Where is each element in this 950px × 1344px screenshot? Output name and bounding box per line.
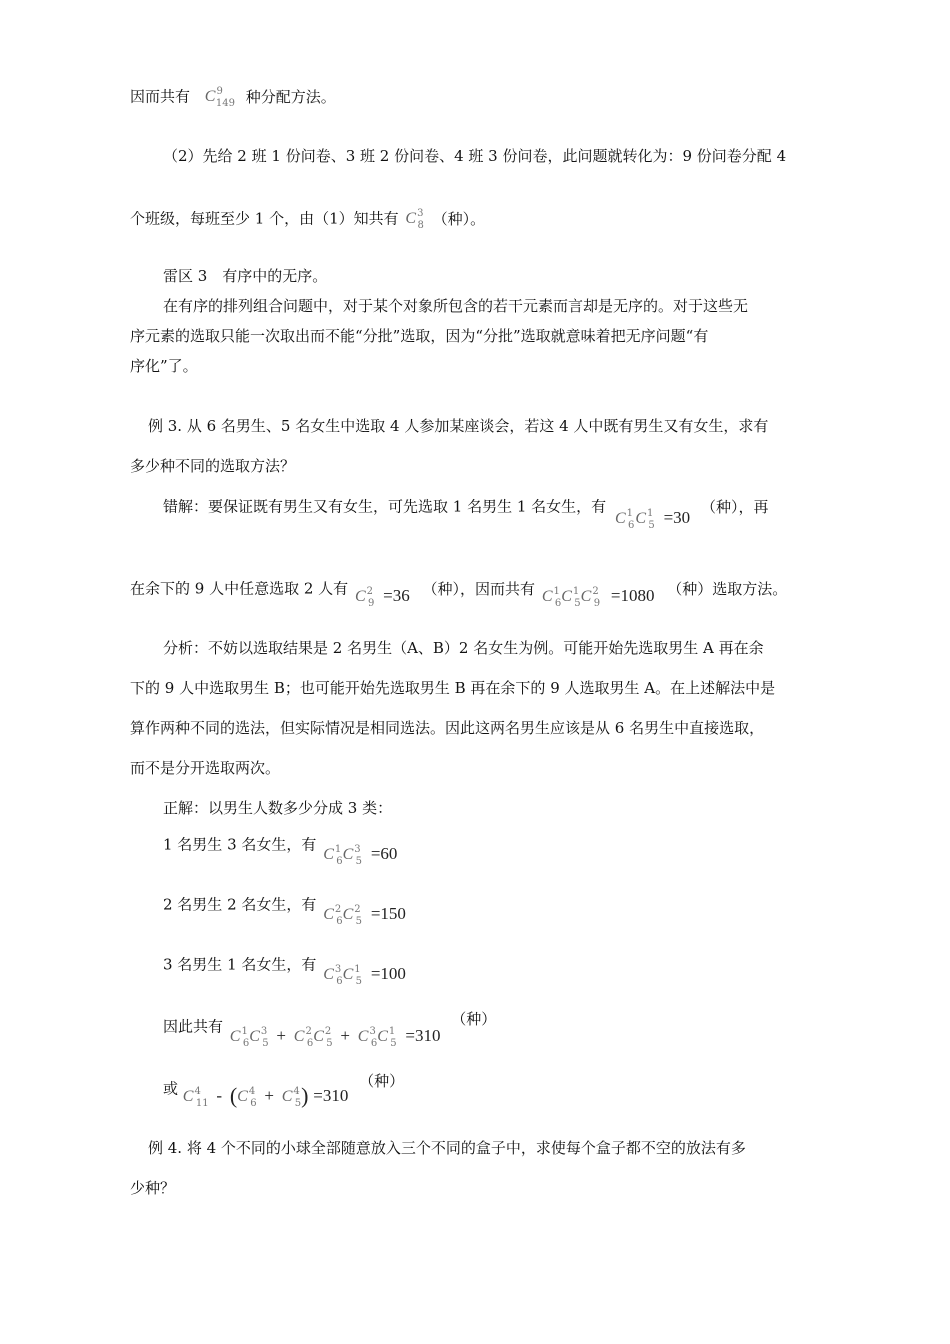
superscript: 3 <box>260 1026 268 1037</box>
right-paren: ) <box>301 1083 309 1108</box>
example-3-line <box>130 456 295 476</box>
formula-c6-2-c5-2 <box>323 904 406 927</box>
formula-c6-1-c5-3 <box>323 844 397 867</box>
formula-c6-3-c5-1 <box>323 964 406 987</box>
subscript: 5 <box>326 1038 333 1049</box>
superscript: 1 <box>647 508 654 519</box>
text: 因而共有 <box>130 87 191 106</box>
superscript: 2 <box>366 586 373 597</box>
subscript: 6 <box>628 520 635 531</box>
equals-value: =36 <box>383 586 410 605</box>
equals-value: =150 <box>370 904 406 923</box>
left-paren: ( <box>229 1083 238 1108</box>
formula-symbol: C <box>323 966 334 983</box>
example-3-title <box>148 416 768 436</box>
text: 因此共有 <box>163 1017 224 1036</box>
superscript: 4 <box>293 1086 300 1097</box>
text: （种） <box>359 1071 405 1090</box>
superscript: 1 <box>553 586 560 597</box>
text: （2）先给 2 班 1 份问卷、3 班 2 份问卷、4 班 3 份问卷，此问题就转化为：9 份问卷分配 4 <box>163 147 787 165</box>
formula-symbol: C <box>580 588 592 605</box>
formula-symbol: C <box>342 966 354 983</box>
formula-symbol: C <box>249 1028 260 1045</box>
formula-symbol: C <box>614 510 626 527</box>
minus-sign: - <box>216 1086 223 1105</box>
subscript: 9 <box>593 598 601 609</box>
paragraph-line <box>130 356 198 376</box>
equals-value: =310 <box>405 1026 441 1045</box>
subscript: 5 <box>390 1038 397 1049</box>
formula-c9-2 <box>355 586 410 609</box>
equals-value: =60 <box>370 844 398 863</box>
superscript: 2 <box>354 904 361 915</box>
text: 2 名男生 2 名女生，有 <box>163 895 317 914</box>
example-4-title <box>148 1138 746 1158</box>
formula-symbol: C <box>561 588 572 605</box>
formula-c-149-9 <box>205 86 235 109</box>
superscript: 2 <box>592 586 599 597</box>
subscript: 6 <box>336 856 343 867</box>
formula-c-8-3 <box>405 208 423 231</box>
formula-symbol: C <box>342 906 354 923</box>
subscript: 6 <box>306 1038 314 1049</box>
formula-c6-1-c5-1 <box>615 508 690 531</box>
formula-sum <box>230 1026 441 1049</box>
analysis-line <box>130 758 280 778</box>
subscript: 5 <box>294 1098 302 1109</box>
text: 在余下的 9 人中任意选取 2 人有 <box>130 579 349 598</box>
subscript: 6 <box>336 916 343 927</box>
formula-symbol: C <box>354 588 366 605</box>
subscript: 5 <box>262 1038 269 1049</box>
text: 雷区 3 有序中的无序。 <box>163 267 328 285</box>
text: （种），再 <box>700 497 769 516</box>
superscript: 3 <box>354 844 361 855</box>
formula-symbol: C <box>313 1028 324 1045</box>
superscript: 1 <box>572 586 580 597</box>
subscript: 6 <box>554 598 562 609</box>
subscript: 9 <box>368 598 375 609</box>
paragraph-line <box>163 296 748 316</box>
formula-symbol: C <box>229 1028 241 1045</box>
equals-value: =30 <box>663 508 691 527</box>
section-heading <box>163 266 327 286</box>
line-step-2-result <box>130 208 485 231</box>
text: 种分配方法。 <box>245 87 336 106</box>
text: （种），因而共有 <box>422 579 536 598</box>
superscript: 9 <box>216 86 223 97</box>
text: 在有序的排列组合问题中，对于某个对象所包含的若干元素而言却是无序的。对于这些无 <box>163 297 749 315</box>
formula-symbol: C <box>377 1028 388 1045</box>
formula-complement <box>182 1083 349 1109</box>
superscript: 2 <box>334 904 342 915</box>
superscript: 3 <box>417 208 424 219</box>
plus-sign: + <box>276 1026 287 1045</box>
paragraph-line <box>130 326 708 346</box>
subscript: 5 <box>648 520 655 531</box>
text: 错解：要保证既有男生又有女生，可先选取 1 名男生 1 名女生，有 <box>163 497 607 516</box>
text: 算作两种不同的选法，但实际情况是相同选法。因此这两名男生应该是从 6 名男生中直接选取， <box>130 719 765 737</box>
formula-symbol: C <box>204 88 216 105</box>
case-2-line <box>163 894 406 927</box>
text: 例 4. 将 4 个不同的小球全部随意放入三个不同的盒子中，求使每个盒子都不空的放法有多 <box>148 1139 746 1157</box>
superscript: 1 <box>626 508 633 519</box>
superscript: 1 <box>354 964 361 975</box>
subscript: 6 <box>242 1038 250 1049</box>
text: 或 <box>163 1079 179 1098</box>
subscript: 5 <box>574 598 581 609</box>
formula-symbol: C <box>541 588 553 605</box>
wrong-solution-line <box>163 496 769 531</box>
text: 而不是分开选取两次。 <box>130 759 281 777</box>
text: 3 名男生 1 名女生，有 <box>163 955 317 974</box>
text: 少种？ <box>130 1179 176 1197</box>
subscript: 149 <box>215 98 235 109</box>
subscript: 6 <box>250 1098 257 1109</box>
case-1-line <box>163 834 398 867</box>
superscript: 4 <box>248 1086 256 1097</box>
line-total-allocation <box>130 86 336 109</box>
subscript: 11 <box>195 1098 209 1109</box>
formula-symbol: C <box>405 210 417 227</box>
equals-value: =310 <box>313 1086 349 1105</box>
superscript: 1 <box>334 844 342 855</box>
subscript: 8 <box>417 220 424 231</box>
paragraph-step-2 <box>163 146 786 166</box>
plus-sign: + <box>264 1086 274 1105</box>
formula-symbol: C <box>357 1028 369 1045</box>
formula-symbol: C <box>323 846 334 863</box>
text: 多少种不同的选取方法？ <box>130 457 296 475</box>
subscript: 5 <box>355 916 363 927</box>
formula-c6-1-c5-1-c9-2 <box>542 586 655 609</box>
equals-value: =1080 <box>610 586 655 605</box>
subscript: 6 <box>370 1038 378 1049</box>
text: 正解：以男生人数多少分成 3 类： <box>163 799 393 817</box>
subscript: 5 <box>355 976 363 987</box>
superscript: 2 <box>324 1026 332 1037</box>
wrong-solution-line-2 <box>130 578 788 609</box>
text: 例 3. 从 6 名男生、5 名女生中选取 4 人参加某座谈会，若这 4 人中既有男生又有女生，求有 <box>148 417 769 435</box>
text: 序化”了。 <box>130 357 198 375</box>
alternative-sum-line <box>163 1071 405 1109</box>
text: （种）选取方法。 <box>667 579 788 598</box>
analysis-line <box>163 638 764 658</box>
superscript: 2 <box>305 1026 312 1037</box>
formula-symbol: C <box>342 846 354 863</box>
text: 序元素的选取只能一次取出而不能“分批”选取，因为“分批”选取就意味着把无序问题“有 <box>130 327 709 345</box>
text: 1 名男生 3 名女生，有 <box>163 835 317 854</box>
formula-symbol: C <box>323 906 334 923</box>
subscript: 6 <box>336 976 343 987</box>
superscript: 4 <box>194 1086 201 1097</box>
formula-symbol: C <box>237 1088 248 1105</box>
subscript: 5 <box>355 856 363 867</box>
plus-sign: + <box>340 1026 351 1045</box>
superscript: 1 <box>388 1026 396 1037</box>
total-sum-line <box>163 1009 497 1049</box>
case-3-line <box>163 954 406 987</box>
text: 下的 9 人中选取男生 B；也可能开始先选取男生 B 再在余下的 9 人选取男生 A。在上述解法中是 <box>130 679 776 697</box>
formula-symbol: C <box>281 1088 293 1105</box>
text: 分析：不妨以选取结果是 2 名男生（A、B）2 名女生为例。可能开始先选取男生 A 再在余 <box>163 639 764 657</box>
superscript: 1 <box>241 1026 248 1037</box>
formula-symbol: C <box>182 1088 194 1105</box>
superscript: 3 <box>334 964 342 975</box>
superscript: 3 <box>369 1026 376 1037</box>
analysis-line <box>130 718 764 738</box>
equals-value: =100 <box>370 964 406 983</box>
formula-symbol: C <box>293 1028 305 1045</box>
text: 个班级，每班至少 1 个，由（1）知共有 <box>130 209 399 228</box>
analysis-line <box>130 678 775 698</box>
text: （种） <box>451 1009 497 1028</box>
formula-symbol: C <box>635 510 647 527</box>
correct-solution-heading <box>163 798 392 818</box>
example-4-line <box>130 1178 175 1198</box>
text: （种）。 <box>432 209 486 228</box>
